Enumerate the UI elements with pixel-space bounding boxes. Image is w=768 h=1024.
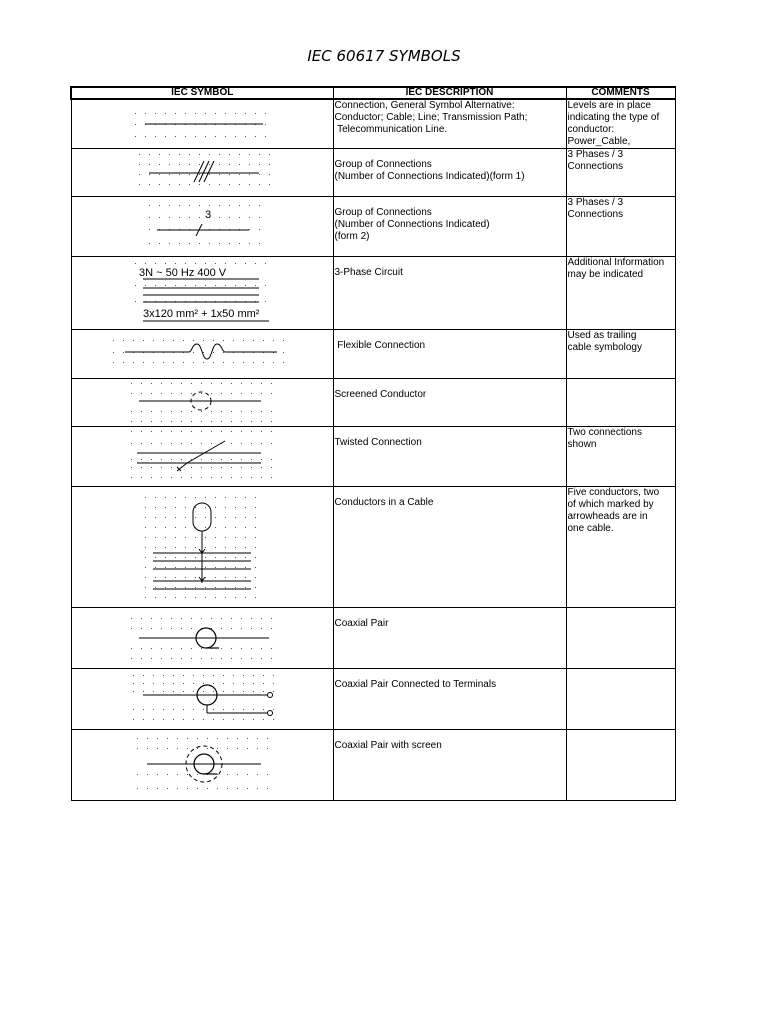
description-line: Group of Connections [334, 207, 432, 218]
group-connections-form1-symbol [73, 149, 333, 196]
description-line: Coaxial Pair [334, 618, 389, 629]
table-row [71, 149, 675, 197]
comment-line: Two connections [567, 427, 642, 438]
description-line: Coaxial Pair with screen [334, 740, 442, 751]
twisted-connection-symbol [73, 427, 333, 486]
table-row [71, 99, 675, 149]
comments-cell [566, 149, 675, 197]
comments-cell [566, 669, 675, 730]
description-line: 3-Phase Circuit [334, 267, 403, 278]
three-phase-circuit-symbol [73, 257, 333, 329]
comments-cell [566, 330, 675, 379]
description-line: Conductors in a Cable [334, 497, 434, 508]
comment-line: arrowheads are in [567, 511, 648, 522]
comment-line: Five conductors, two [567, 487, 660, 498]
conductors-in-cable-symbol [73, 487, 333, 607]
table-row [71, 730, 675, 801]
symbol-cell [71, 730, 333, 801]
coaxial-pair-symbol [73, 608, 333, 668]
coaxial-pair-terminals-symbol [73, 669, 333, 729]
comments-cell [566, 608, 675, 669]
table-row [71, 257, 675, 330]
header-iec-symbol: IEC SYMBOL [71, 87, 333, 99]
comment-line: indicating the type of [567, 112, 660, 123]
grid-dots [145, 497, 256, 598]
header-comments: COMMENTS [566, 87, 675, 99]
description-line: Group of Connections [334, 159, 432, 170]
comment-line: shown [567, 439, 597, 450]
description-cell [333, 487, 566, 608]
description-cell [333, 149, 566, 197]
comment-line: one cable. [567, 523, 614, 534]
description-line: (form 2) [334, 231, 370, 242]
description-cell [333, 330, 566, 379]
symbol-cell [71, 608, 333, 669]
description-cell [333, 197, 566, 257]
description-line: Coaxial Pair Connected to Terminals [334, 679, 497, 690]
table-row [71, 379, 675, 427]
circuit-label-bottom: 3x120 mm² + 1x50 mm² [142, 308, 259, 320]
comments-cell [566, 487, 675, 608]
terminal-icon [267, 693, 272, 698]
description-cell [333, 608, 566, 669]
comment-line: Connections [567, 161, 624, 172]
description-cell [333, 669, 566, 730]
description-cell [333, 730, 566, 801]
description-line: Flexible Connection [334, 340, 426, 351]
screened-conductor-symbol [73, 379, 333, 426]
table-row [71, 197, 675, 257]
symbol-cell [71, 427, 333, 487]
comments-cell [566, 257, 675, 330]
symbol-cell [71, 669, 333, 730]
table-row [71, 487, 675, 608]
grid-dots [131, 383, 272, 422]
symbol-cell [71, 379, 333, 427]
description-cell [333, 257, 566, 330]
symbols-table [70, 86, 676, 801]
comment-line: may be indicated [567, 269, 644, 280]
description-cell [333, 99, 566, 149]
comment-line: Power_Cable, [567, 136, 631, 147]
comments-cell [566, 197, 675, 257]
table-row [71, 330, 675, 379]
terminal-icon [267, 711, 272, 716]
symbol-cell [71, 197, 333, 257]
comment-line: Levels are in place [567, 100, 651, 111]
comments-cell [566, 427, 675, 487]
page-title: IEC 60617 SYMBOLS [307, 47, 461, 65]
table-row [71, 427, 675, 487]
description-cell [333, 379, 566, 427]
comment-line: Connections [567, 209, 624, 220]
table-header-row [71, 87, 675, 99]
table-row [71, 608, 675, 669]
group-connections-form2-symbol [73, 197, 333, 256]
symbol-cell [71, 330, 333, 379]
description-line: Conductor; Cable; Line; Transmission Path; [334, 112, 528, 123]
symbol-cell [71, 149, 333, 197]
description-line: Connection, General Symbol Alternative: [334, 100, 515, 111]
symbol-cell [71, 257, 333, 330]
connection-line-symbol [73, 100, 333, 148]
comment-line: conductor: [567, 124, 615, 135]
comment-line: Used as trailing [567, 330, 637, 341]
description-line: Telecommunication Line. [334, 124, 448, 135]
comment-line: Additional Information [567, 257, 665, 268]
description-cell [333, 427, 566, 487]
description-line: Screened Conductor [334, 389, 427, 400]
circuit-label-top: 3N ~ 50 Hz 400 V [138, 267, 226, 279]
grid-dots [135, 113, 266, 137]
description-line: (Number of Connections Indicated)(form 1) [334, 171, 525, 182]
comment-line: 3 Phases / 3 [567, 149, 624, 160]
comments-cell [566, 730, 675, 801]
description-line: Twisted Connection [334, 437, 422, 448]
comment-line: cable symbology [567, 342, 642, 353]
header-iec-description: IEC DESCRIPTION [333, 87, 566, 99]
comments-cell [566, 379, 675, 427]
flexible-connection-symbol [73, 330, 333, 378]
comments-cell [566, 99, 675, 149]
comment-line: 3 Phases / 3 [567, 197, 624, 208]
comment-line: of which marked by [567, 499, 654, 510]
coaxial-pair-screen-symbol [73, 730, 333, 800]
description-line: (Number of Connections Indicated) [334, 219, 490, 230]
connection-count-label: 3 [204, 209, 211, 221]
symbol-cell [71, 99, 333, 149]
table-row [71, 669, 675, 730]
symbol-cell [71, 487, 333, 608]
